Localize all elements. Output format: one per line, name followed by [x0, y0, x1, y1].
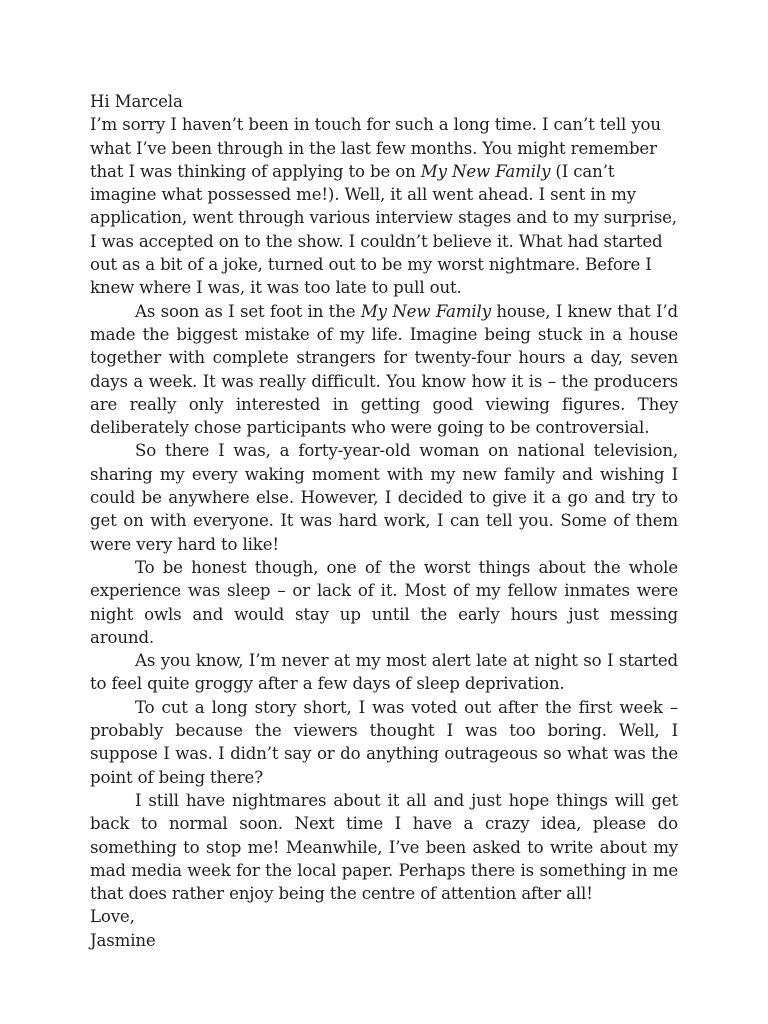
letter-body [90, 113, 678, 905]
show-title: My New Family [360, 301, 491, 321]
greeting: Hi Marcela [90, 92, 183, 111]
paragraph-text: I’m sorry I haven’t been in touch for such a long time. I can’t tell you what I’ve been through in the last few months. You might remember that I was thinking of applying to be on [90, 115, 661, 181]
paragraph [90, 113, 678, 299]
paragraph-text: So there I was, a forty-year-old woman on national television, sharing my every waking moment with my new family and wishing I could be anywhere else. However, I decided to give it a go and try to get on with everyone. It was hard work, I can tell you. Some of them were very hard to like! [90, 441, 678, 554]
paragraph [90, 556, 678, 649]
paragraph [90, 649, 678, 696]
paragraph [90, 696, 678, 789]
paragraph [90, 300, 678, 440]
paragraph-text: As soon as I set foot in the [135, 301, 361, 321]
closing: Love, [90, 907, 135, 927]
paragraph [90, 439, 678, 555]
letter [90, 90, 678, 952]
paragraph-text: To cut a long story short, I was voted out after the first week – probably because the viewers thought I was too boring. Well, I suppose I was. I didn’t say or do anything outrageous so what was the point of being there? [90, 697, 678, 787]
paragraph-text: house, I knew that I’d made the biggest mistake of my life. Imagine being stuck in a house together with complete strangers for twenty-four hours a day, seven days a week. It was really difficult. You know how it is – the producers are really only interested in getting good viewing figures. They deliberately chose participants who were going to be controversial. [90, 301, 678, 438]
signature: Jasmine [90, 930, 156, 950]
paragraph [90, 789, 678, 905]
paragraph-text: As you know, I’m never at my most alert late at night so I started to feel quite groggy after a few days of sleep deprivation. [90, 651, 678, 694]
paragraph-text: (I can’t imagine what possessed me!). Well, it all went ahead. I sent in my application, went through various interview stages and to my surprise, I was accepted on to the show. I couldn’t believe it. What had started out as a bit of a joke, turned out to be my worst nightmare. Before I knew where I was, it was too late to pull out. [90, 161, 677, 298]
show-title: My New Family [420, 161, 551, 181]
paragraph-text: To be honest though, one of the worst things about the whole experience was sleep – or lack of it. Most of my fellow inmates were night owls and would stay up until the early hours just messing around. [90, 557, 678, 647]
paragraph-text: I still have nightmares about it all and just hope things will get back to normal soon. Next time I have a crazy idea, please do something to stop me! Meanwhile, I’ve been asked to write about my mad media week for the local paper. Perhaps there is something in me that does rather enjoy being the centre of attention after all! [90, 790, 678, 904]
